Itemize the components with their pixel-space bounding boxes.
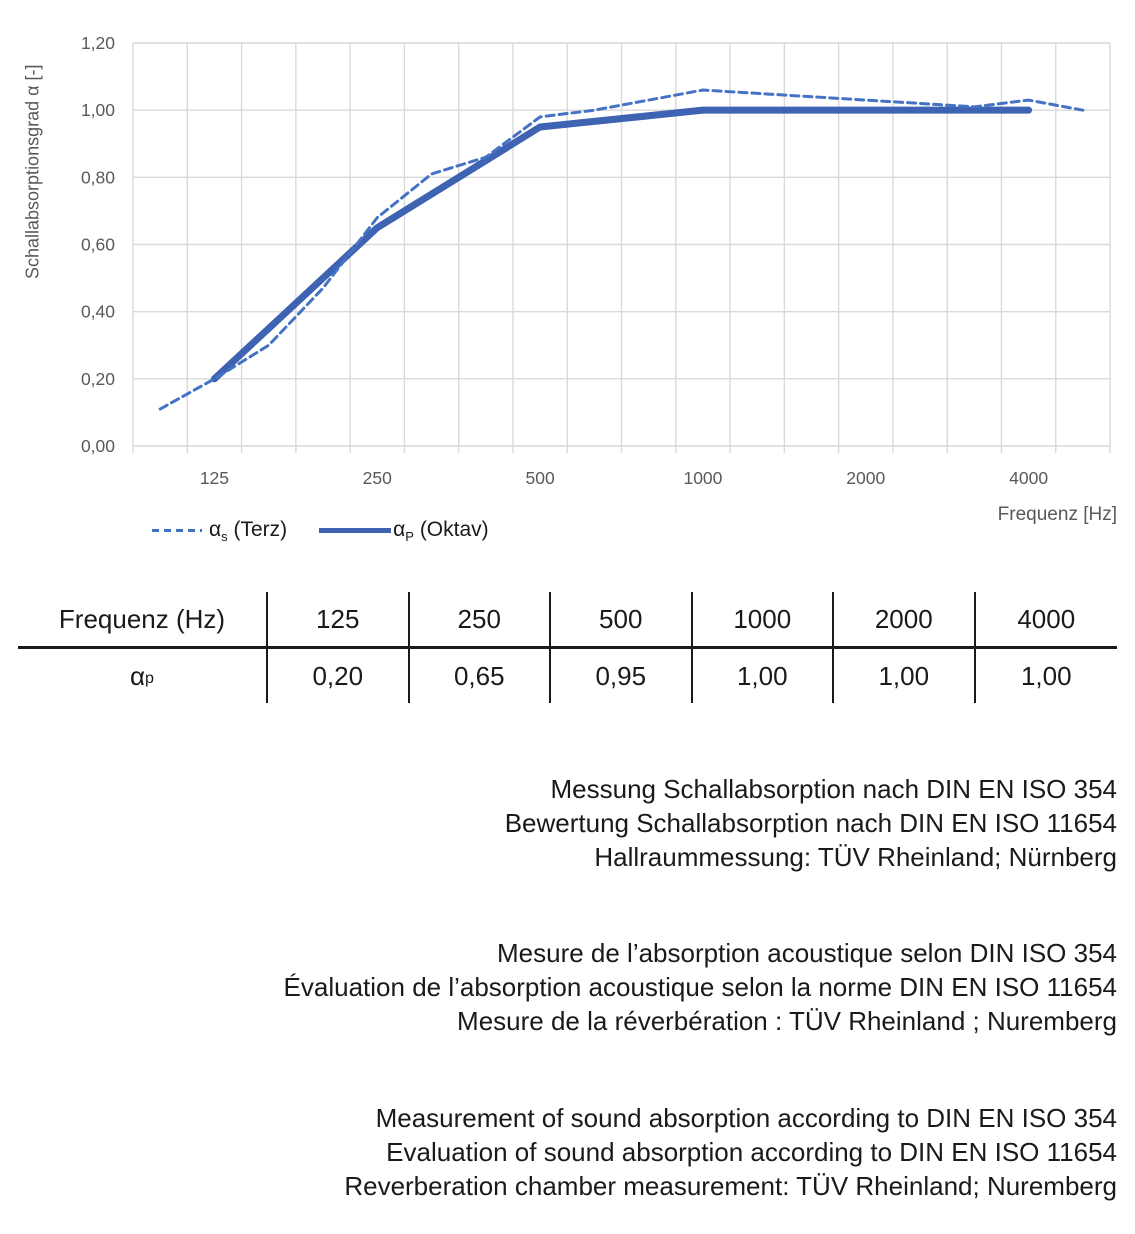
note-line: Mesure de l’absorption acoustique selon DIN ISO 354 [496, 938, 1117, 968]
legend-item-oktav [319, 518, 489, 545]
table-header-cell: 4000 [976, 592, 1118, 649]
x-axis-title: Frequenz [Hz] [997, 504, 1117, 525]
note-line: Mesure de la réverbération : TÜV Rheinland ; Nuremberg [457, 1006, 1117, 1036]
table-header-cell: Frequenz (Hz) [18, 592, 268, 649]
table-value-cell: 1,00 [1020, 660, 1072, 691]
notes-german [0, 772, 1117, 874]
svg-text:4000: 4000 [1009, 468, 1049, 488]
svg-text:0,80: 0,80 [80, 167, 115, 188]
y-axis-title: Schallabsorptionsgrad α [-] [22, 64, 43, 280]
absorption-chart [0, 0, 1135, 560]
svg-text:500: 500 [525, 468, 555, 488]
absorption-chart-area [0, 0, 1135, 560]
table-value-cell: 0,20 [268, 649, 410, 703]
table-header-cell: 1000 [693, 592, 835, 649]
table-value-cell: 1,00 [834, 649, 976, 703]
svg-text:0,60: 0,60 [80, 234, 115, 255]
table-header-cell: 250 [410, 592, 552, 649]
notes-english [0, 1101, 1117, 1203]
svg-text:0,20: 0,20 [80, 368, 115, 389]
solid-line-sample [319, 528, 391, 533]
legend-label-oktav: $\alpha_P$ (Oktav) [393, 518, 489, 545]
note-line: Measurement of sound absorption according to DIN EN ISO 354 [375, 1103, 1117, 1133]
alpha-p-table [18, 592, 1117, 703]
svg-text:1000: 1000 [683, 468, 723, 488]
note-line: Evaluation of sound absorption according to DIN EN ISO 11654 [386, 1137, 1117, 1167]
table-value-cell: 0,95 [551, 649, 693, 703]
note-line: Reverberation chamber measurement: TÜV Rheinland; Nuremberg [344, 1171, 1117, 1201]
svg-text:2000: 2000 [846, 468, 886, 488]
legend-item-terz [152, 518, 288, 545]
note-line: Hallraummessung: TÜV Rheinland; Nürnberg [594, 842, 1117, 872]
note-line: Messung Schallabsorption nach DIN EN ISO 354 [550, 774, 1117, 804]
table-value-cell: 1,00 [693, 649, 835, 703]
svg-text:0,00: 0,00 [80, 436, 115, 456]
note-line: Bewertung Schallabsorption nach DIN EN ISO 11654 [504, 808, 1117, 838]
svg-text:1,20: 1,20 [80, 33, 115, 53]
dashed-line-sample [152, 529, 202, 532]
table-row-label-alpha-p: α $_p$ [18, 649, 268, 703]
chart-legend [152, 512, 489, 548]
svg-text:0,40: 0,40 [80, 301, 115, 322]
table-header-cell: 125 [268, 592, 410, 649]
svg-text:250: 250 [362, 468, 392, 488]
note-line: Évaluation de l’absorption acoustique selon la norme DIN EN ISO 11654 [283, 972, 1117, 1002]
notes-french [0, 936, 1117, 1038]
table-header-cell: 500 [551, 592, 693, 649]
svg-text:1,00: 1,00 [80, 100, 115, 121]
legend-label-terz: $\alpha_s$ (Terz) [209, 518, 288, 545]
table-value-cell: 0,65 [410, 649, 552, 703]
svg-text:125: 125 [199, 468, 230, 488]
table-header-cell: 2000 [834, 592, 976, 649]
